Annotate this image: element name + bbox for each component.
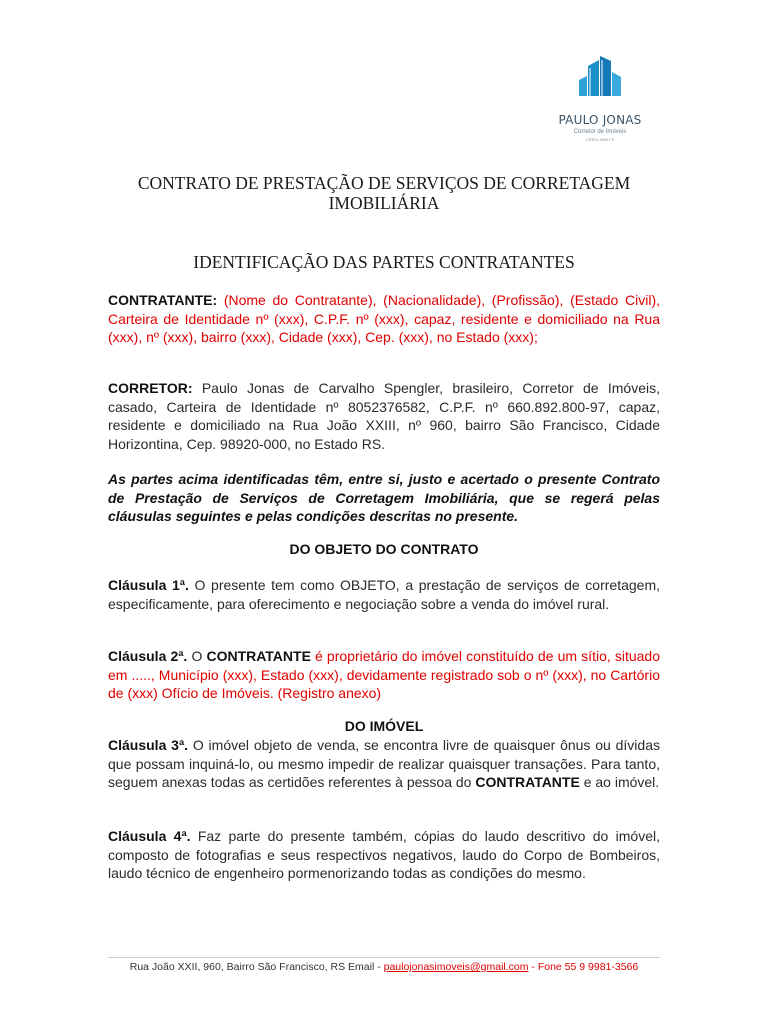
contratante-text: (Nome do Contratante), (Nacionalidade), (Profissão), (Estado Civil), Carteira de Identidade nº (xxx), C.P.F. nº (xxx), capaz, residente e domiciliado na Rua (xxx), nº (xxx), bairro (xxx), Cidade (xxx), Cep. (xxx), no Estado (xxx); xyxy=(108,292,660,345)
corretor-paragraph xyxy=(108,379,660,453)
clausula-2-text: é proprietário do imóvel constituído de um sítio, situado em ....., Município (xxx), Estado (xxx), devidamente registrado sob o nº (xxx), no Cartório de (xxx) Ofício de Imóveis. (Registro anexo) xyxy=(108,648,660,701)
title-line-1: CONTRATO DE PRESTAÇÃO DE SERVIÇOS DE CORRETAGEM xyxy=(137,173,631,193)
logo-creci: CRECI 46547 F xyxy=(585,137,615,142)
clausula-4-text: Faz parte do presente também, cópias do laudo descritivo do imóvel, composto de fotografias e seus respectivos negativos, laudo do Corpo de Bombeiros, laudo técnico de engenheiro pormenorizando todas as condições do mesmo. xyxy=(108,828,660,881)
clausula-2-label: Cláusula 2ª. xyxy=(108,648,188,664)
section-heading-imovel: DO IMÓVEL xyxy=(344,718,424,734)
clausula-2-pre: O xyxy=(187,648,207,664)
contratante-label: CONTRATANTE: xyxy=(108,292,218,308)
clausula-1 xyxy=(108,576,660,613)
clausula-3-contratante: CONTRATANTE xyxy=(475,774,580,790)
footer xyxy=(108,961,660,973)
intro-paragraph: As partes acima identificadas têm, entre si, justo e acertado o presente Contrato de Prestação de Serviços de Corretagem Imobiliária, que se regerá pelas cláusulas seguintes e pelas condições descritas no presente. xyxy=(108,471,660,524)
clausula-3 xyxy=(108,736,660,792)
buildings-icon xyxy=(541,52,659,112)
footer-email-link[interactable] xyxy=(384,961,529,973)
clausula-1-label: Cláusula 1ª. xyxy=(108,577,189,593)
logo-name: PAULO JONAS xyxy=(558,113,642,127)
contratante-paragraph xyxy=(108,291,660,347)
clausula-1-text: O presente tem como OBJETO, a prestação de serviços de corretagem, especificamente, para oferecimento e negociação sobre a venda do imóvel rural. xyxy=(108,577,660,612)
section-heading-objeto: DO OBJETO DO CONTRATO xyxy=(289,541,479,557)
clausula-3-post: e ao imóvel. xyxy=(579,774,660,790)
corretor-text: Paulo Jonas de Carvalho Spengler, brasileiro, Corretor de Imóveis, casado, Carteira de Identidade nº 8052376582, C.P.F. nº 660.892.800-97, capaz, residente e domiciliado na Rua João XXIII, nº 960, bairro São Francisco, Cidade Horizontina, Cep. 98920-000, no Estado RS. xyxy=(108,380,660,452)
clausula-3-label: Cláusula 3ª. xyxy=(108,737,189,753)
company-logo xyxy=(541,52,659,164)
clausula-2-contratante: CONTRATANTE xyxy=(206,648,311,664)
corretor-label: CORRETOR: xyxy=(108,380,193,396)
clausula-4 xyxy=(108,827,660,883)
title-line-2: IMOBILIÁRIA xyxy=(328,193,440,213)
footer-phone: - Fone 55 9 9981-3566 xyxy=(528,961,639,973)
footer-divider xyxy=(108,957,660,958)
footer-address: Rua João XXII, 960, Bairro São Francisco, RS Email - xyxy=(129,961,384,973)
logo-subtitle: Corretor de Imóveis xyxy=(573,129,627,135)
clausula-3-text: O imóvel objeto de venda, se encontra livre de quaisquer ônus ou dívidas que possam inquiná-lo, ou mesmo impedir de realizar quaisquer transações. Para tanto, seguem anexas todas as certidões referentes à pessoa do xyxy=(108,737,660,790)
section-title-parties: IDENTIFICAÇÃO DAS PARTES CONTRATANTES xyxy=(193,252,575,272)
footer-email[interactable]: paulojonasimoveis@gmail.com xyxy=(383,961,529,973)
clausula-2 xyxy=(108,647,660,703)
document-title xyxy=(108,173,660,213)
clausula-4-label: Cláusula 4ª. xyxy=(108,828,191,844)
